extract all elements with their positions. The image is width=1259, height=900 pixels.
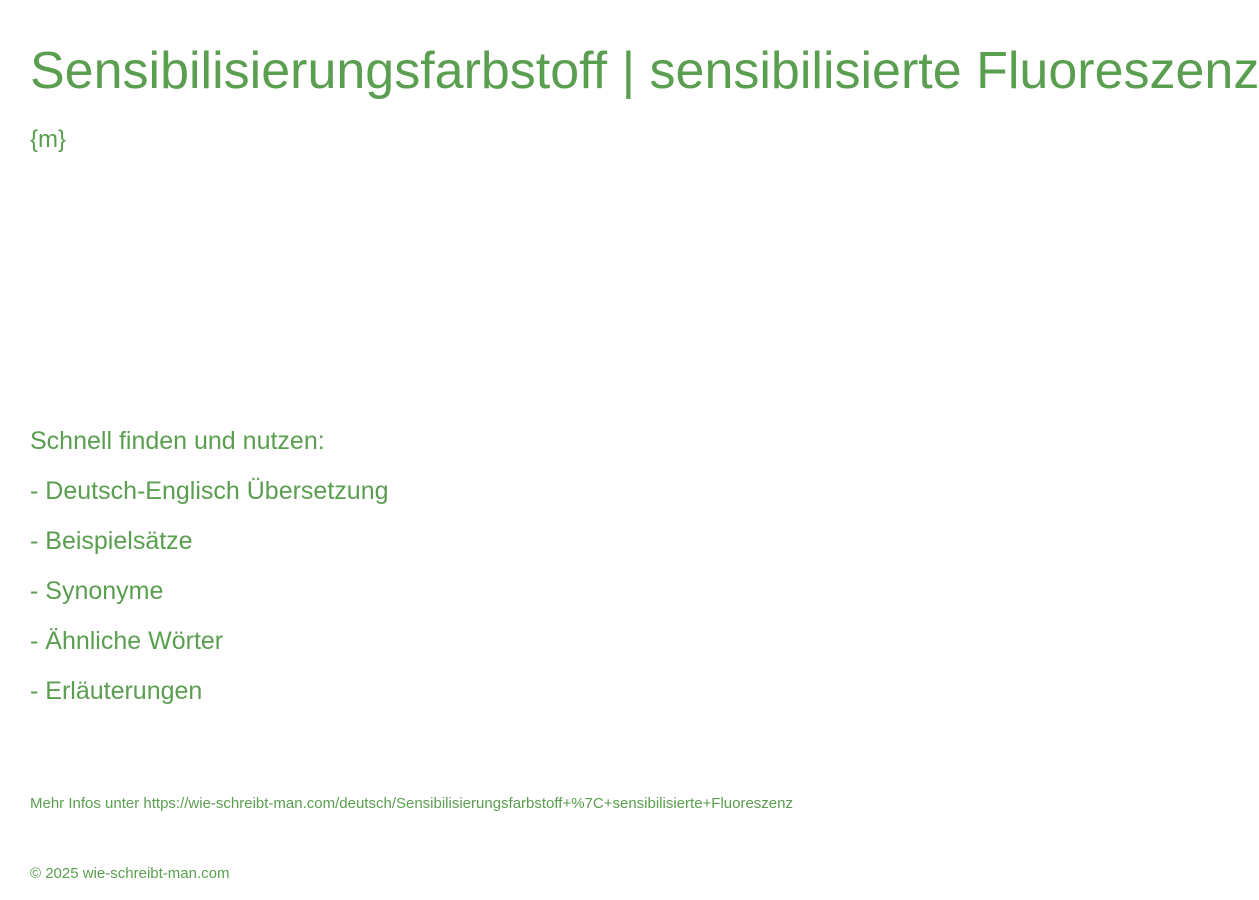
- feature-item-example-sentences: - Beispielsätze: [30, 527, 193, 555]
- copyright-text: © 2025 wie-schreibt-man.com: [30, 865, 230, 882]
- feature-item-translation: - Deutsch-Englisch Übersetzung: [30, 477, 389, 505]
- page-title: Sensibilisierungsfarbstoff | sensibilisierte Fluoreszenz: [30, 42, 1259, 100]
- feature-item-similar-words: - Ähnliche Wörter: [30, 627, 224, 655]
- gender-label: {m}: [30, 126, 67, 153]
- more-info-text: Mehr Infos unter https://wie-schreibt-man.com/deutsch/Sensibilisierungsfarbstoff+%7C+sensibilisierte+Fluoreszenz: [30, 795, 793, 812]
- feature-item-explanations: - Erläuterungen: [30, 677, 203, 705]
- feature-item-synonyms: - Synonyme: [30, 577, 164, 605]
- features-section: [30, 424, 389, 724]
- features-heading: Schnell finden und nutzen:: [30, 427, 325, 455]
- feature-list: [30, 474, 389, 724]
